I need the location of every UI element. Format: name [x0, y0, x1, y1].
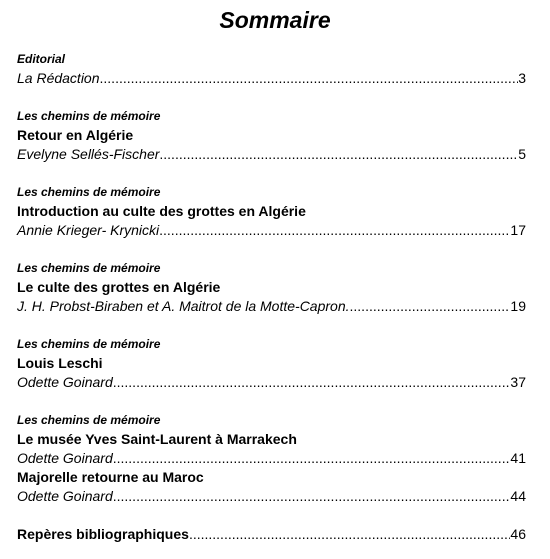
entry-author: Evelyne Sellés-Fischer	[17, 146, 160, 162]
dot-leader	[113, 449, 511, 468]
entry-page-number: 44	[510, 488, 526, 504]
entry-author: Odette Goinard	[17, 488, 113, 504]
page-title: Sommaire	[219, 7, 331, 33]
toc-entry[interactable]	[17, 449, 526, 468]
section-kicker: Les chemins de mémoire	[17, 109, 161, 123]
entry-author: La Rédaction	[17, 70, 100, 86]
dot-leader	[350, 297, 511, 316]
entry-page-number: 17	[510, 222, 526, 238]
entry-title: Repères bibliographiques	[17, 526, 189, 542]
entry-author: Annie Krieger- Krynicki	[17, 222, 160, 238]
section-kicker: Les chemins de mémoire	[17, 337, 161, 351]
article-title[interactable]: Louis Leschi	[17, 355, 103, 371]
article-title[interactable]: Introduction au culte des grottes en Algérie	[17, 203, 306, 219]
toc-section-introduction-culte	[17, 183, 526, 240]
article-title[interactable]: Le culte des grottes en Algérie	[17, 279, 221, 295]
entry-author: Odette Goinard	[17, 374, 113, 390]
toc-section-louis-leschi	[17, 335, 526, 392]
entry-author: J. H. Probst-Biraben et A. Maitrot de la Motte-Capron.	[17, 298, 350, 314]
dot-leader	[159, 221, 510, 240]
entry-page-number: 19	[510, 298, 526, 314]
article-title[interactable]: Retour en Algérie	[17, 127, 134, 143]
dot-leader	[113, 373, 511, 392]
toc-section-editorial	[17, 50, 526, 88]
dot-leader	[159, 145, 518, 164]
toc-entry[interactable]	[17, 69, 526, 88]
dot-leader	[100, 69, 519, 88]
article-title[interactable]: Le musée Yves Saint-Laurent à Marrakech	[17, 431, 297, 447]
entry-page-number: 41	[510, 450, 526, 466]
dot-leader	[189, 525, 510, 544]
section-kicker: Les chemins de mémoire	[17, 261, 161, 275]
toc-entry[interactable]	[17, 487, 526, 506]
dot-leader	[113, 487, 511, 506]
entry-page-number: 37	[510, 374, 526, 390]
entry-page-number: 3	[518, 70, 526, 86]
entry-page-number: 5	[518, 146, 526, 162]
toc-entry[interactable]	[17, 525, 526, 544]
article-title[interactable]: Majorelle retourne au Maroc	[17, 469, 204, 485]
toc-entry[interactable]	[17, 145, 526, 164]
table-of-contents	[17, 50, 526, 544]
toc-entry[interactable]	[17, 221, 526, 240]
toc-section-retour-en-algerie	[17, 107, 526, 164]
section-kicker: Les chemins de mémoire	[17, 185, 161, 199]
section-kicker: Les chemins de mémoire	[17, 413, 161, 427]
section-kicker: Editorial	[17, 52, 66, 66]
entry-page-number: 46	[510, 526, 526, 542]
toc-section-culte-des-grottes	[17, 259, 526, 316]
toc-entry[interactable]	[17, 373, 526, 392]
toc-section-reperes	[17, 525, 526, 544]
toc-entry[interactable]	[17, 297, 526, 316]
toc-section-musee-ysl	[17, 411, 526, 506]
entry-author: Odette Goinard	[17, 450, 113, 466]
